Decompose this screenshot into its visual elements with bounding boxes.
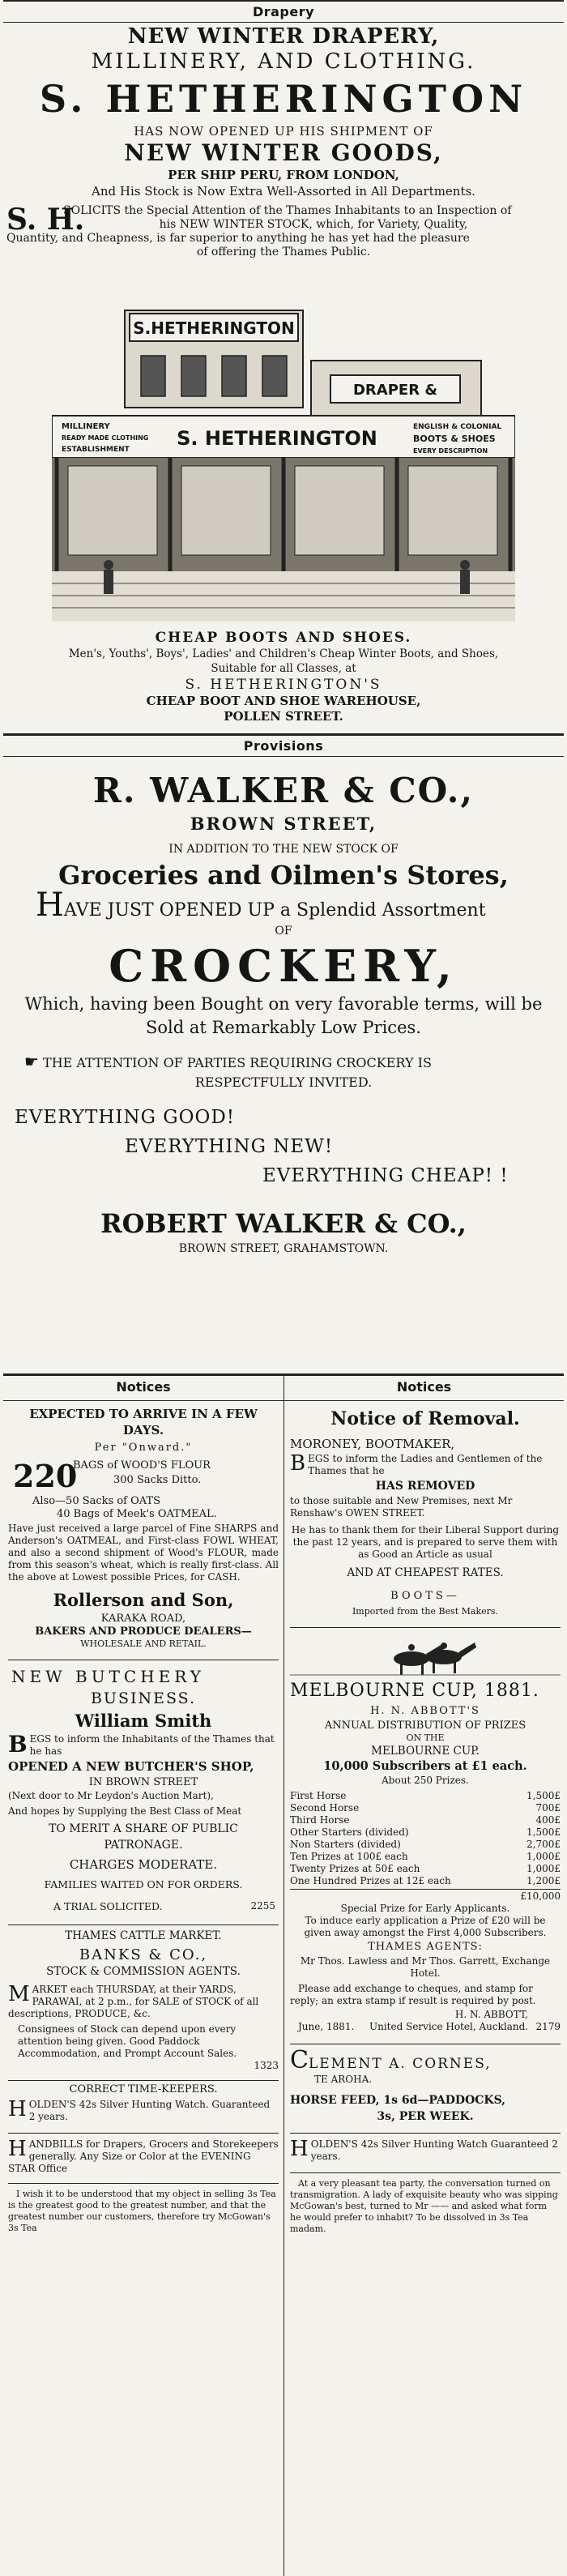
provisions-section-header: Provisions <box>3 733 564 757</box>
drapery-line-5: PER SHIP PERU, FROM LONDON, <box>168 168 399 182</box>
butchery-body <box>8 1733 279 1758</box>
abbott-number: 2179 <box>535 2021 561 2032</box>
special-prize-body: To induce early application a Prize of £20 will be given away amongst the First 4,000 Subscribers. <box>304 1915 547 1938</box>
handbills-body <box>8 2138 279 2175</box>
removal-body <box>290 1453 561 1477</box>
sign-left-1: MILLINERY <box>62 422 110 431</box>
flour-number: 220 <box>13 1458 78 1494</box>
flour-line-4: 40 Bags of Meek's OATMEAL. <box>57 1508 217 1520</box>
rollerson-name: Rollerson and Son, <box>53 1590 234 1610</box>
butchery-charges: CHARGES MODERATE. <box>69 1857 218 1872</box>
provisions-advert <box>3 770 564 1257</box>
melbourne-abbott: H. N. ABBOTT'S <box>370 1705 480 1717</box>
prize-value: 1,000£ <box>526 1863 561 1874</box>
prize-list <box>290 1790 561 1887</box>
holden-body <box>290 2138 561 2163</box>
abbott-sig: H. N. ABBOTT, <box>454 2009 528 2020</box>
removal-body-text: EGS to inform the Ladies and Gentlemen of the Thames that he <box>308 1453 543 1476</box>
notices-header-left: Notices <box>116 1379 171 1395</box>
walker-name: R. WALKER & CO., <box>92 771 475 810</box>
cattle-line-2: BANKS & CO., <box>79 1946 208 1963</box>
walker-line-9: RESPECTFULLY INVITED. <box>194 1074 373 1090</box>
rule-5 <box>8 2183 279 2184</box>
boots-line-4: S. HETHERINGTON'S <box>185 677 382 693</box>
walker-everything-1: EVERYTHING GOOD! <box>15 1107 236 1128</box>
holden-body-text: OLDEN'S 42s Silver Hunting Watch Guaranteed 2 years. <box>310 2138 558 2162</box>
newspaper-page <box>3 0 564 2576</box>
cattle-number: 1323 <box>254 2060 279 2071</box>
prize-row <box>290 1814 561 1826</box>
notices-header-right: Notices <box>396 1379 452 1395</box>
cattle-dropcap: M <box>8 1982 30 2006</box>
sign-right-2: BOOTS & SHOES <box>413 434 496 444</box>
butchery-merit: TO MERIT A SHARE OF PUBLIC PATRONAGE. <box>49 1822 238 1852</box>
prize-total: £10,000 <box>290 1889 561 1903</box>
prize-label: Non Starters (divided) <box>290 1839 401 1850</box>
boots-line-2: Men's, Youths', Boys', Ladies' and Children's Cheap Winter Boots, and Shoes, <box>68 647 499 660</box>
horse-feed-1: HORSE FEED, 1s 6d—PADDOCKS, <box>290 2094 506 2107</box>
sign-top: S.HETHERINGTON <box>133 318 295 338</box>
rollerson-dealers: BAKERS AND PRODUCE DEALERS— <box>35 1625 252 1638</box>
walker-everything-2: EVERYTHING NEW! <box>125 1136 334 1157</box>
walker-line-3-rest: AVE JUST OPENED UP a Splendid Assortment <box>63 900 486 921</box>
sign-right-3: EVERY DESCRIPTION <box>413 447 488 455</box>
drapery-line-3: HAS NOW OPENED UP HIS SHIPMENT OF <box>134 124 433 139</box>
left-column <box>8 1406 279 2234</box>
horse-feed-2: 3s, PER WEEK. <box>377 2110 474 2123</box>
expected-line-3: Per "Onward." <box>94 1442 193 1454</box>
prize-value: 700£ <box>535 1802 561 1813</box>
drapery-advert <box>3 24 564 259</box>
melbourne-on-the: ON THE <box>406 1732 445 1743</box>
walker-dropcap: H <box>36 886 64 924</box>
butchery-dropcap: B <box>8 1731 28 1758</box>
drapery-solicits-3: Quantity, and Cheapness, is far superior to anything he has yet had the pleasure <box>6 232 470 245</box>
drapery-solicits-4: of offering the Thames Public. <box>196 246 371 258</box>
rule-9 <box>290 2172 561 2173</box>
butchery-trial-number: 2255 <box>250 1900 275 1912</box>
rule-6 <box>290 1627 561 1628</box>
butchery-trial-row <box>8 1894 279 1918</box>
cornes-town: TE AROHA. <box>314 2074 373 2085</box>
prize-label: Other Starters (divided) <box>290 1826 409 1838</box>
drapery-solicits-2: his NEW WINTER STOCK, which, for Variety, Quality, <box>159 218 468 231</box>
flour-line-2: 300 Sacks Ditto. <box>113 1474 202 1486</box>
expected-line-2: DAYS. <box>122 1423 164 1438</box>
walker-line-2: Groceries and Oilmen's Stores, <box>58 860 509 891</box>
cattle-body-1 <box>8 1984 279 2020</box>
removal-title: Notice of Removal. <box>330 1408 520 1429</box>
removal-boots: BOOTS— <box>390 1590 460 1602</box>
boots-line-5: CHEAP BOOT AND SHOE WAREHOUSE, <box>146 694 421 708</box>
drapery-solicits-1: SOLICITS the Special Attention of the Thames Inhabitants to an Inspection of <box>63 204 512 217</box>
butchery-body-text: EGS to inform the Inhabitants of the Thames that he has <box>29 1733 275 1757</box>
prize-row <box>290 1802 561 1814</box>
prize-label: Twenty Prizes at 50£ each <box>290 1863 420 1874</box>
cornes-name-text: LEMENT A. CORNES, <box>308 2056 492 2072</box>
melbourne-title: MELBOURNE CUP, 1881. <box>290 1681 539 1701</box>
removal-dropcap: B <box>290 1451 306 1476</box>
melbourne-annual: ANNUAL DISTRIBUTION OF PRIZES <box>324 1719 526 1732</box>
walker-line-1: IN ADDITION TO THE NEW STOCK OF <box>168 843 399 856</box>
drapery-section-header: Drapery <box>3 0 564 23</box>
prize-value: 2,700£ <box>526 1839 561 1850</box>
removal-premises: to those suitable and New Premises, next Mr Renshaw's OWEN STREET. <box>290 1495 513 1519</box>
abbott-date: June, 1881. <box>298 2021 355 2032</box>
boots-line-1: CHEAP BOOTS AND SHOES. <box>155 630 412 646</box>
prize-row <box>290 1790 561 1802</box>
timekeepers-dropcap: H <box>8 2097 27 2121</box>
drapery-name: S. HETHERINGTON <box>39 77 528 121</box>
expected-line-1: EXPECTED TO ARRIVE IN A FEW <box>29 1407 258 1421</box>
mcgowan-body: I wish it to be understood that my object in selling 3s Tea is the greatest good to the greatest number, and that the greatest number our customers, therefore try McGowan's 3s Tea <box>8 2189 276 2233</box>
prize-row <box>290 1839 561 1851</box>
flour-line-1: BAGS of WOOD'S FLOUR <box>73 1459 211 1472</box>
walker-line-6: Which, having been Bought on very favorable terms, will be <box>24 994 543 1014</box>
prize-label: Third Horse <box>290 1814 350 1826</box>
sign-right-1: ENGLISH & COLONIAL <box>413 423 502 431</box>
prize-value: 400£ <box>535 1814 561 1826</box>
walker-signature-2: BROWN STREET, GRAHAMSTOWN. <box>178 1242 389 1255</box>
prize-value: 1,500£ <box>526 1790 561 1801</box>
removal-has: HAS REMOVED <box>375 1480 475 1493</box>
removal-rates: AND AT CHEAPEST RATES. <box>347 1566 504 1579</box>
cornes-dropcap: C <box>290 2046 309 2074</box>
flour-body: Have just received a large parcel of Fine SHARPS and Anderson's OATMEAL, and First-class FOWL WHEAT, and also a second shipment of Wood's FLOUR, made from this season's wheat, which is really first-class. All the above at Lowest possible Prices, for CASH. <box>8 1523 279 1583</box>
timekeepers-body-text: OLDEN'S 42s Silver Hunting Watch. Guaranteed 2 years. <box>28 2099 271 2122</box>
thames-agents: THAMES AGENTS: <box>368 1941 483 1953</box>
pointing-hand-icon: ☛ <box>24 1052 39 1071</box>
flour-line-3: Also—50 Sacks of OATS <box>32 1495 161 1507</box>
rule-4 <box>8 2133 279 2134</box>
prize-value: 1,000£ <box>526 1851 561 1862</box>
removal-imported: Imported from the Best Makers. <box>352 1606 499 1617</box>
cattle-body-2: Consignees of Stock can depend upon every attention being given. Good Paddock Accommodation, and Prompt Account Sales. <box>18 2023 237 2059</box>
prize-label: First Horse <box>290 1790 347 1801</box>
butchery-opened: OPENED A NEW BUTCHER'S SHOP, <box>8 1759 254 1774</box>
prize-label: Second Horse <box>290 1802 360 1813</box>
walker-line-8 <box>3 1051 564 1074</box>
prize-row <box>290 1851 561 1863</box>
right-column <box>290 1406 561 2235</box>
flour-block <box>8 1458 279 1495</box>
tea-party-body: At a very pleasant tea party, the conversation turned on transmigration. A lady of exquisite beauty who was sipping McGowan's best, turned to Mr —— and asked what form he would prefer to inhabit? To be dissolved in 3s Tea madam. <box>290 2178 558 2234</box>
thames-agents-names: Mr Thos. Lawless and Mr Thos. Garrett, Exchange Hotel. <box>300 1955 551 1979</box>
racehorses-illustration <box>290 1631 561 1678</box>
rollerson-road: KARAKA ROAD, <box>100 1613 186 1625</box>
sign-left-3: ESTABLISHMENT <box>62 446 130 454</box>
timekeepers-body <box>8 2099 279 2123</box>
timekeepers-line-1: CORRECT TIME-KEEPERS. <box>69 2083 218 2095</box>
prize-label: One Hundred Prizes at 12£ each <box>290 1875 451 1886</box>
butchery-hopes: And hopes by Supplying the Best Class of Meat <box>8 1805 242 1817</box>
walker-street: BROWN STREET, <box>190 814 377 834</box>
drapery-boots <box>3 629 564 724</box>
walker-line-3 <box>3 886 564 924</box>
holden-dropcap: H <box>290 2137 309 2161</box>
prize-row <box>290 1875 561 1887</box>
special-prize: Special Prize for Early Applicants. <box>340 1903 510 1914</box>
abbott-hotel: United Service Hotel, Auckland. <box>369 2021 529 2032</box>
drapery-line-1: NEW WINTER DRAPERY, <box>127 24 440 49</box>
handbills-body-text: ANDBILLS for Drapers, Grocers and Storekeepers generally. Any Size or Color at the EVENING STAR Office <box>8 2138 279 2174</box>
sign-main: S. HETHERINGTON <box>177 427 377 450</box>
butchery-line-1: NEW BUTCHERY <box>11 1667 205 1686</box>
butchery-nextdoor: (Next door to Mr Leydon's Auction Mart), <box>8 1790 214 1801</box>
exchange-note: Please add exchange to cheques, and stamp for reply; an extra stamp if result is required by post. <box>290 1983 536 2006</box>
handbills-dropcap: H <box>8 2137 27 2161</box>
butchery-line-2: BUSINESS. <box>90 1690 197 1707</box>
prize-value: 1,500£ <box>526 1826 561 1838</box>
abbott-footer <box>290 2021 561 2034</box>
cattle-line-3: STOCK & COMMISSION AGENTS. <box>46 1965 241 1978</box>
drapery-line-6: And His Stock is Now Extra Well-Assorted in All Departments. <box>92 184 475 199</box>
removal-name: MORONEY, BOOTMAKER, <box>290 1437 455 1451</box>
cattle-line-1: THAMES CATTLE MARKET. <box>65 1929 222 1942</box>
sign-left-2: READY MADE CLOTHING <box>62 434 149 442</box>
cattle-body-1-text: ARKET each THURSDAY, at their YARDS, PARAWAI, at 2 p.m., for SALE of STOCK of all descriptions, PRODUCE, &c. <box>8 1984 259 2019</box>
butchery-families: FAMILIES WAITED ON FOR ORDERS. <box>44 1878 243 1890</box>
sign-draper: DRAPER & <box>352 382 438 399</box>
prize-value: 1,200£ <box>526 1875 561 1886</box>
walker-signature: ROBERT WALKER & CO., <box>100 1208 467 1239</box>
rollerson-wholesale: WHOLESALE AND RETAIL. <box>80 1638 207 1649</box>
prize-row <box>290 1826 561 1839</box>
melbourne-cup: MELBOURNE CUP. <box>371 1745 480 1758</box>
walker-crockery: CROCKERY, <box>109 940 458 992</box>
drapery-solicits <box>3 203 564 259</box>
butchery-name: William Smith <box>75 1711 212 1731</box>
rule-8 <box>290 2133 561 2134</box>
drapery-line-2: MILLINERY, AND CLOTHING. <box>91 49 476 74</box>
boots-line-3: Suitable for all Classes, at <box>211 662 356 675</box>
boots-line-6: POLLEN STREET. <box>224 709 343 724</box>
prize-label: Ten Prizes at 100£ each <box>290 1851 408 1862</box>
melbourne-prizes-count: About 250 Prizes. <box>382 1775 469 1786</box>
walker-line-7: Sold at Remarkably Low Prices. <box>146 1018 421 1037</box>
removal-thanks: He has to thank them for their Liberal Support during the past 12 years, and is prepared to serve them with as Good an Article as usual <box>291 1524 560 1560</box>
storefront-illustration <box>52 304 515 622</box>
prize-row <box>290 1863 561 1875</box>
walker-line-4: OF <box>275 925 292 938</box>
butchery-trial: A TRIAL SOLICITED. <box>53 1900 163 1912</box>
drapery-line-4: NEW WINTER GOODS, <box>124 139 443 166</box>
walker-line-8-text: THE ATTENTION OF PARTIES REQUIRING CROCKERY IS <box>43 1055 432 1070</box>
butchery-street: IN BROWN STREET <box>88 1776 198 1788</box>
cornes-name <box>290 2046 561 2074</box>
walker-everything-3: EVERYTHING CHEAP! ! <box>262 1165 509 1186</box>
drapery-initials: S. H. <box>6 203 85 237</box>
melbourne-subscribers: 10,000 Subscribers at £1 each. <box>323 1759 527 1773</box>
